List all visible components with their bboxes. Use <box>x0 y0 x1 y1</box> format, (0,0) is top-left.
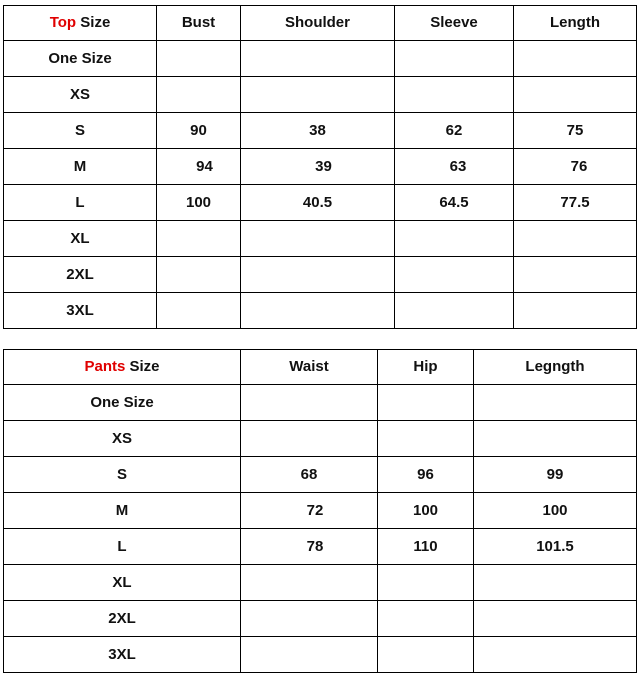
size-label: 2XL <box>4 601 241 637</box>
size-label: M <box>4 149 157 185</box>
sleeve-cell: 62 <box>395 113 514 149</box>
hip-cell: 100 <box>378 493 474 529</box>
table-row <box>4 77 637 113</box>
column-header-sleeve: Sleeve <box>395 6 514 41</box>
bust-cell <box>157 77 241 113</box>
size-label: XS <box>4 421 241 457</box>
pants-title-rest: Size <box>129 358 160 375</box>
table-row <box>4 529 637 565</box>
table-row <box>4 601 637 637</box>
shoulder-value: 39 <box>315 157 332 175</box>
size-label: 3XL <box>4 637 241 673</box>
shoulder-cell <box>241 221 395 257</box>
hip-cell <box>378 637 474 673</box>
size-label: XL <box>4 221 157 257</box>
column-header-length: Legngth <box>474 350 637 385</box>
length-cell: 101.5 <box>474 529 637 565</box>
size-label: 3XL <box>4 293 157 329</box>
waist-value: 72 <box>306 501 324 519</box>
size-label: One Size <box>4 41 157 77</box>
shoulder-cell <box>241 257 395 293</box>
shoulder-cell <box>241 149 395 185</box>
table-row <box>4 257 637 293</box>
shoulder-cell: 40.5 <box>241 185 395 221</box>
hip-cell: 110 <box>378 529 474 565</box>
top-size-title <box>4 6 157 41</box>
table-header-row <box>4 350 637 385</box>
length-cell: 75 <box>514 113 637 149</box>
table-row <box>4 637 637 673</box>
table-row <box>4 565 637 601</box>
length-cell <box>514 41 637 77</box>
table-row <box>4 221 637 257</box>
column-header-waist: Waist <box>241 350 378 385</box>
length-cell <box>474 421 637 457</box>
bust-cell: 100 <box>157 185 241 221</box>
column-header-hip: Hip <box>378 350 474 385</box>
length-cell <box>514 149 637 185</box>
waist-cell <box>241 637 378 673</box>
length-cell <box>514 221 637 257</box>
bust-value: 94 <box>196 157 213 175</box>
size-label: 2XL <box>4 257 157 293</box>
table-row <box>4 421 637 457</box>
bust-cell: 90 <box>157 113 241 149</box>
bust-cell <box>157 293 241 329</box>
hip-cell <box>378 385 474 421</box>
hip-cell: 96 <box>378 457 474 493</box>
length-cell: 99 <box>474 457 637 493</box>
waist-cell <box>241 493 378 529</box>
table-row <box>4 385 637 421</box>
length-cell <box>474 565 637 601</box>
bust-cell <box>157 221 241 257</box>
length-cell: 100 <box>474 493 637 529</box>
table-row <box>4 457 637 493</box>
sleeve-cell <box>395 257 514 293</box>
length-value: 76 <box>570 157 588 175</box>
sleeve-cell <box>395 41 514 77</box>
table-row <box>4 293 637 329</box>
shoulder-cell <box>241 293 395 329</box>
shoulder-cell: 38 <box>241 113 395 149</box>
size-label: S <box>4 113 157 149</box>
waist-cell <box>241 421 378 457</box>
sleeve-cell <box>395 77 514 113</box>
length-cell <box>514 257 637 293</box>
waist-cell <box>241 601 378 637</box>
sleeve-cell <box>395 293 514 329</box>
top-title-accent: Top <box>49 14 77 31</box>
length-cell <box>514 77 637 113</box>
length-cell <box>474 601 637 637</box>
top-size-table <box>3 5 637 329</box>
sleeve-value: 63 <box>449 157 467 175</box>
length-cell <box>514 293 637 329</box>
column-header-bust: Bust <box>157 6 241 41</box>
sleeve-cell <box>395 221 514 257</box>
waist-cell <box>241 565 378 601</box>
table-row <box>4 493 637 529</box>
size-label: M <box>4 493 241 529</box>
pants-size-title <box>4 350 241 385</box>
size-label: One Size <box>4 385 241 421</box>
bust-cell <box>157 149 241 185</box>
table-row <box>4 149 637 185</box>
sleeve-cell <box>395 149 514 185</box>
length-cell <box>474 637 637 673</box>
length-cell: 77.5 <box>514 185 637 221</box>
bust-cell <box>157 41 241 77</box>
pants-size-table <box>3 349 637 673</box>
shoulder-cell <box>241 77 395 113</box>
bust-cell <box>157 257 241 293</box>
table-row <box>4 41 637 77</box>
top-title-rest: Size <box>80 14 111 31</box>
waist-value: 78 <box>306 537 324 555</box>
shoulder-cell <box>241 41 395 77</box>
size-label: L <box>4 185 157 221</box>
column-header-length: Length <box>514 6 637 41</box>
size-label: L <box>4 529 241 565</box>
size-label: XS <box>4 77 157 113</box>
waist-cell: 68 <box>241 457 378 493</box>
table-header-row <box>4 6 637 41</box>
sleeve-cell: 64.5 <box>395 185 514 221</box>
waist-cell <box>241 385 378 421</box>
hip-cell <box>378 565 474 601</box>
size-label: XL <box>4 565 241 601</box>
table-row <box>4 113 637 149</box>
table-row <box>4 185 637 221</box>
length-cell <box>474 385 637 421</box>
hip-cell <box>378 421 474 457</box>
column-header-shoulder: Shoulder <box>241 6 395 41</box>
hip-cell <box>378 601 474 637</box>
size-label: S <box>4 457 241 493</box>
waist-cell <box>241 529 378 565</box>
pants-title-accent: Pants <box>84 358 126 375</box>
